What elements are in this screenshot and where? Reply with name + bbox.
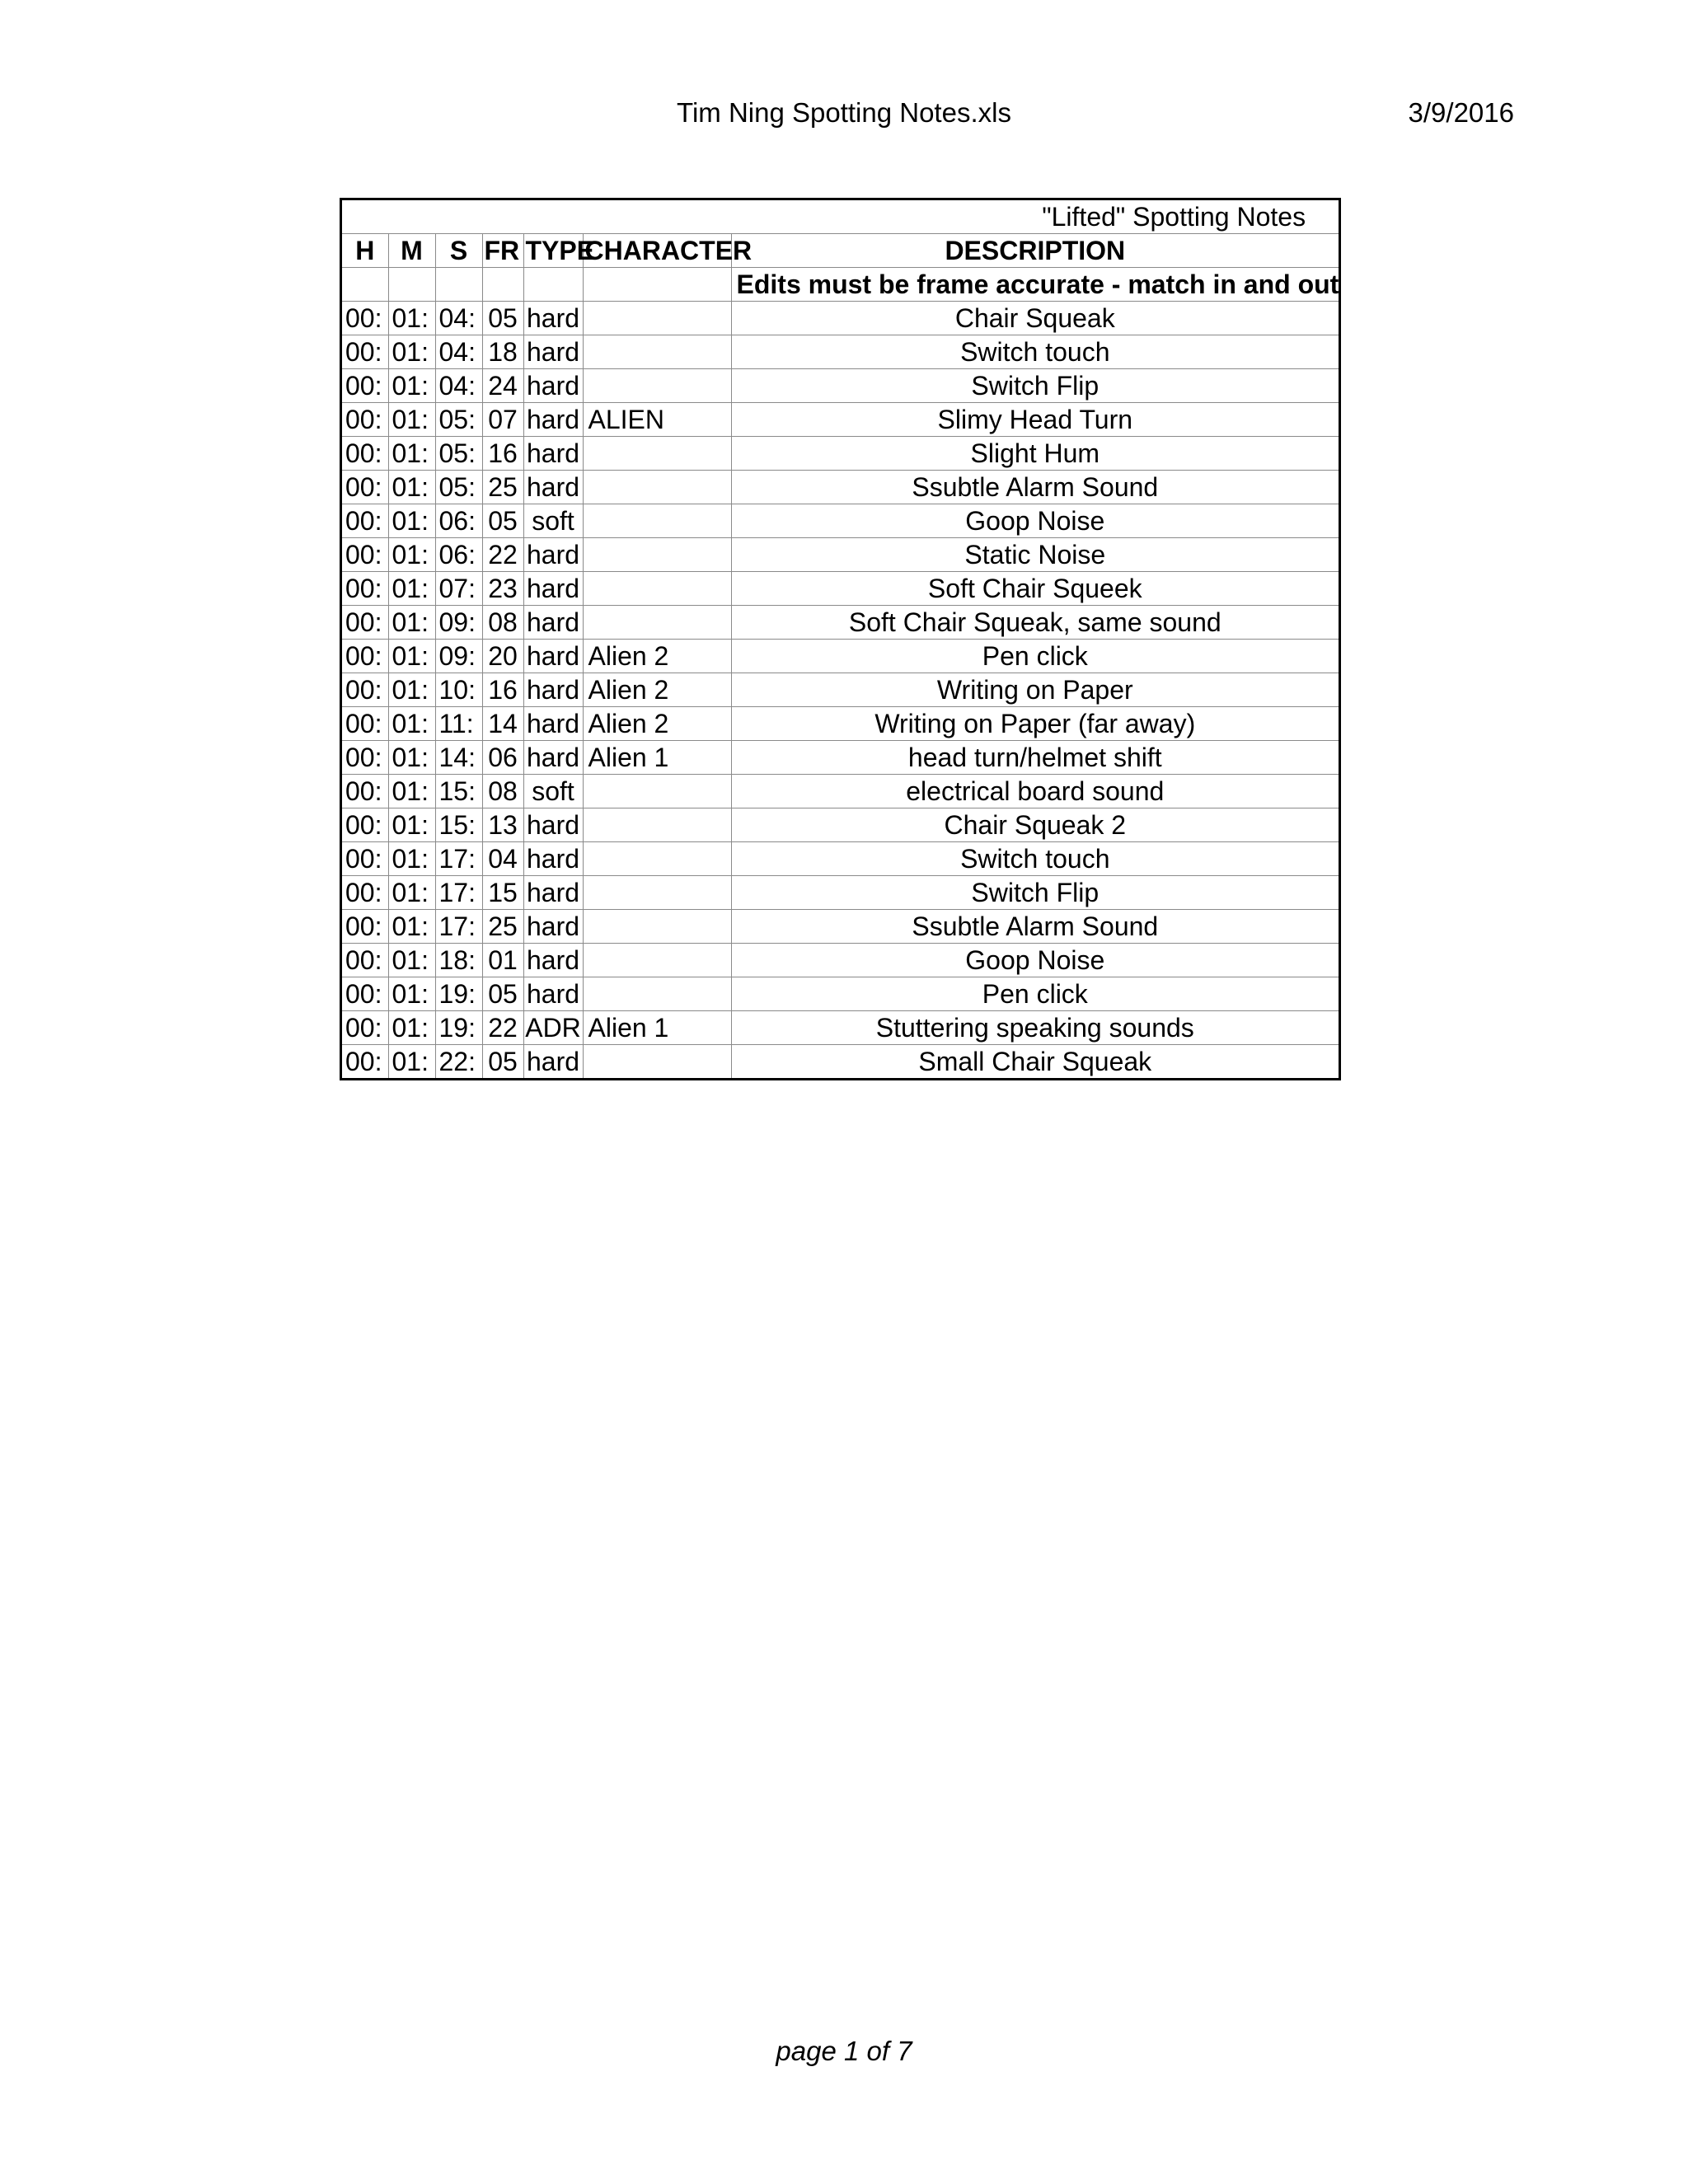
cell-type: hard — [523, 977, 583, 1011]
cell-s: 04: — [435, 302, 482, 335]
cell-m: 01: — [388, 572, 435, 606]
cell-fr: 08 — [482, 775, 523, 808]
cell-type: hard — [523, 808, 583, 842]
cell-s: 22: — [435, 1045, 482, 1079]
column-header-s: S — [435, 234, 482, 268]
table-row — [342, 673, 1339, 707]
sheet-title: "Lifted" Spotting Notes — [342, 200, 1339, 234]
cell-h: 00: — [342, 538, 388, 572]
edit-accuracy-note: Edits must be frame accurate - match in and out — [731, 268, 1339, 302]
cell-s: 17: — [435, 910, 482, 944]
cell-character — [583, 910, 731, 944]
cell-h: 00: — [342, 707, 388, 741]
cell-fr: 13 — [482, 808, 523, 842]
cell-m: 01: — [388, 471, 435, 504]
cell-type: hard — [523, 437, 583, 471]
table-row — [342, 403, 1339, 437]
cell-fr: 05 — [482, 1045, 523, 1079]
table-row — [342, 335, 1339, 369]
cell-s: 04: — [435, 369, 482, 403]
cell-fr: 04 — [482, 842, 523, 876]
cell-h: 00: — [342, 1011, 388, 1045]
note-row — [342, 268, 1339, 302]
cell-h: 00: — [342, 403, 388, 437]
cell-description: Slimy Head Turn — [731, 403, 1339, 437]
cell-s: 17: — [435, 842, 482, 876]
table-row — [342, 504, 1339, 538]
cell-m: 01: — [388, 842, 435, 876]
cell-m: 01: — [388, 977, 435, 1011]
table-row — [342, 944, 1339, 977]
cell-fr: 05 — [482, 977, 523, 1011]
cell-h: 00: — [342, 640, 388, 673]
cell-description: Small Chair Squeak — [918, 1047, 1152, 1076]
cell-fr: 16 — [482, 673, 523, 707]
cell-fr: 05 — [482, 302, 523, 335]
cell-description: Chair Squeak 2 — [731, 808, 1339, 842]
cell-h: 00: — [342, 504, 388, 538]
cell-type: hard — [523, 876, 583, 910]
cell-type: hard — [523, 707, 583, 741]
table-row — [342, 369, 1339, 403]
cell-m: 01: — [388, 673, 435, 707]
cell-h: 00: — [342, 572, 388, 606]
cell-m: 01: — [388, 1045, 435, 1079]
cell-s: 06: — [435, 538, 482, 572]
document-title: Tim Ning Spotting Notes.xls — [677, 97, 1011, 128]
cell-character — [583, 504, 731, 538]
cell-h: 00: — [342, 741, 388, 775]
table-row — [342, 842, 1339, 876]
cell-m: 01: — [388, 876, 435, 910]
cell-s: 19: — [435, 977, 482, 1011]
cell-h: 00: — [342, 302, 388, 335]
page-header — [0, 97, 1688, 138]
spotting-notes-table — [342, 200, 1339, 1078]
cell-m: 01: — [388, 775, 435, 808]
cell-m: 01: — [388, 741, 435, 775]
cell-h: 00: — [342, 673, 388, 707]
cell-type: hard — [523, 403, 583, 437]
cell-h: 00: — [342, 808, 388, 842]
cell-h: 00: — [342, 437, 388, 471]
cell-h: 00: — [342, 1045, 388, 1079]
cell-description: Soft Chair Squeek — [731, 572, 1339, 606]
empty-cell — [583, 268, 731, 302]
cell-fr: 16 — [482, 437, 523, 471]
cell-description: Ssubtle Alarm Sound — [731, 471, 1339, 504]
table-row — [342, 910, 1339, 944]
cell-fr: 25 — [482, 910, 523, 944]
cell-s: 06: — [435, 504, 482, 538]
cell-type: hard — [523, 471, 583, 504]
cell-description: Switch Flip — [731, 369, 1339, 403]
cell-m: 01: — [388, 808, 435, 842]
cell-h: 00: — [342, 944, 388, 977]
cell-fr: 08 — [482, 606, 523, 640]
column-header-character: CHARACTER — [583, 234, 731, 268]
cell-type: hard — [523, 673, 583, 707]
cell-fr: 05 — [482, 504, 523, 538]
cell-s: 04: — [435, 335, 482, 369]
cell-s: 05: — [435, 437, 482, 471]
cell-description: Switch Flip — [731, 876, 1339, 910]
cell-m: 01: — [388, 369, 435, 403]
cell-description: Writing on Paper — [731, 673, 1339, 707]
cell-h: 00: — [342, 606, 388, 640]
cell-type: soft — [523, 504, 583, 538]
cell-m: 01: — [388, 403, 435, 437]
empty-cell — [342, 268, 388, 302]
column-header-m: M — [388, 234, 435, 268]
cell-character: Alien 2 — [583, 673, 731, 707]
cell-character — [583, 944, 731, 977]
table-row — [342, 471, 1339, 504]
empty-cell — [435, 268, 482, 302]
table-row — [342, 1011, 1339, 1045]
cell-s: 19: — [435, 1011, 482, 1045]
cell-description: Pen click — [731, 977, 1339, 1011]
table-row — [342, 572, 1339, 606]
cell-h: 00: — [342, 775, 388, 808]
cell-s: 09: — [435, 640, 482, 673]
cell-m: 01: — [388, 910, 435, 944]
cell-h: 00: — [342, 910, 388, 944]
table-row — [342, 1045, 1339, 1079]
cell-character — [583, 606, 731, 640]
cell-description: Stuttering speaking sounds — [731, 1011, 1339, 1045]
cell-type: hard — [523, 944, 583, 977]
cell-character — [583, 335, 731, 369]
cell-h: 00: — [342, 471, 388, 504]
cell-h: 00: — [342, 842, 388, 876]
cell-m: 01: — [388, 538, 435, 572]
document-date: 3/9/2016 — [1408, 97, 1514, 128]
cell-description: Switch touch — [731, 335, 1339, 369]
cell-s: 14: — [435, 741, 482, 775]
sheet-title-row — [342, 200, 1339, 234]
cell-character — [583, 1045, 731, 1079]
cell-s: 09: — [435, 606, 482, 640]
cell-character: ALIEN — [583, 403, 731, 437]
cell-m: 01: — [388, 606, 435, 640]
table-row — [342, 302, 1339, 335]
cell-type: hard — [523, 1045, 583, 1079]
empty-cell — [388, 268, 435, 302]
cell-character: Alien 1 — [583, 741, 731, 775]
table-row — [342, 977, 1339, 1011]
cell-description: Ssubtle Alarm Sound — [731, 910, 1339, 944]
cell-type: hard — [523, 741, 583, 775]
cell-type: hard — [523, 842, 583, 876]
column-header-fr: FR — [482, 234, 523, 268]
cell-character — [583, 369, 731, 403]
cell-character — [583, 437, 731, 471]
cell-type: hard — [523, 606, 583, 640]
table-row — [342, 707, 1339, 741]
cell-character: Alien 2 — [583, 640, 731, 673]
cell-h: 00: — [342, 369, 388, 403]
cell-fr: 06 — [482, 741, 523, 775]
cell-description: Switch touch — [731, 842, 1339, 876]
column-header-row — [342, 234, 1339, 268]
cell-description: Slight Hum — [731, 437, 1339, 471]
cell-fr: 01 — [482, 944, 523, 977]
cell-fr: 24 — [482, 369, 523, 403]
cell-fr: 07 — [482, 403, 523, 437]
cell-type: hard — [523, 538, 583, 572]
cell-type: hard — [523, 640, 583, 673]
cell-character: Alien 1 — [583, 1011, 731, 1045]
cell-m: 01: — [388, 707, 435, 741]
cell-type: ADR — [523, 1011, 583, 1045]
empty-cell — [523, 268, 583, 302]
cell-s: 10: — [435, 673, 482, 707]
cell-fr: 18 — [482, 335, 523, 369]
column-header-description: DESCRIPTION — [731, 234, 1339, 268]
cell-character — [583, 572, 731, 606]
cell-type: hard — [523, 910, 583, 944]
cell-m: 01: — [388, 302, 435, 335]
column-header-h: H — [342, 234, 388, 268]
cell-character — [583, 842, 731, 876]
cell-fr: 25 — [482, 471, 523, 504]
cell-s: 05: — [435, 471, 482, 504]
cell-s: 15: — [435, 775, 482, 808]
cell-type: hard — [523, 369, 583, 403]
table-row — [342, 876, 1339, 910]
cell-h: 00: — [342, 335, 388, 369]
cell-m: 01: — [388, 437, 435, 471]
table-row — [342, 775, 1339, 808]
page-number: page 1 of 7 — [776, 2036, 912, 2066]
cell-character: Alien 2 — [583, 707, 731, 741]
cell-character — [583, 808, 731, 842]
cell-character — [583, 302, 731, 335]
cell-description: Goop Noise — [731, 504, 1339, 538]
cell-s: 17: — [435, 876, 482, 910]
empty-cell — [482, 268, 523, 302]
cell-description: Goop Noise — [731, 944, 1339, 977]
cell-fr: 23 — [482, 572, 523, 606]
cell-m: 01: — [388, 1011, 435, 1045]
column-header-type: TYPE — [523, 234, 583, 268]
table-row — [342, 538, 1339, 572]
cell-type: hard — [523, 302, 583, 335]
cell-fr: 15 — [482, 876, 523, 910]
cell-fr: 22 — [482, 538, 523, 572]
table-row — [342, 640, 1339, 673]
cell-s: 11: — [435, 707, 482, 741]
table-row — [342, 808, 1339, 842]
cell-description: Pen click — [731, 640, 1339, 673]
cell-character — [583, 977, 731, 1011]
cell-m: 01: — [388, 504, 435, 538]
cell-fr: 22 — [482, 1011, 523, 1045]
cell-s: 15: — [435, 808, 482, 842]
cell-type: soft — [523, 775, 583, 808]
cell-character — [583, 471, 731, 504]
cell-description: head turn/helmet shift — [731, 741, 1339, 775]
cell-description: Static Noise — [731, 538, 1339, 572]
cell-s: 07: — [435, 572, 482, 606]
table-row — [342, 741, 1339, 775]
cell-type: hard — [523, 572, 583, 606]
cell-description: electrical board sound — [731, 775, 1339, 808]
cell-fr: 14 — [482, 707, 523, 741]
cell-type: hard — [523, 335, 583, 369]
cell-m: 01: — [388, 335, 435, 369]
cell-h: 00: — [342, 977, 388, 1011]
cell-description: Chair Squeak — [731, 302, 1339, 335]
table-row — [342, 606, 1339, 640]
cell-character — [583, 876, 731, 910]
cell-description: Soft Chair Squeak, same sound — [731, 606, 1339, 640]
cell-fr: 20 — [482, 640, 523, 673]
cell-s: 18: — [435, 944, 482, 977]
table-row — [342, 437, 1339, 471]
cell-h: 00: — [342, 876, 388, 910]
cell-description: Writing on Paper (far away) — [731, 707, 1339, 741]
cell-m: 01: — [388, 640, 435, 673]
cell-m: 01: — [388, 944, 435, 977]
spotting-notes-sheet — [340, 198, 1341, 1080]
cell-s: 05: — [435, 403, 482, 437]
cell-character — [583, 538, 731, 572]
cell-character — [583, 775, 731, 808]
